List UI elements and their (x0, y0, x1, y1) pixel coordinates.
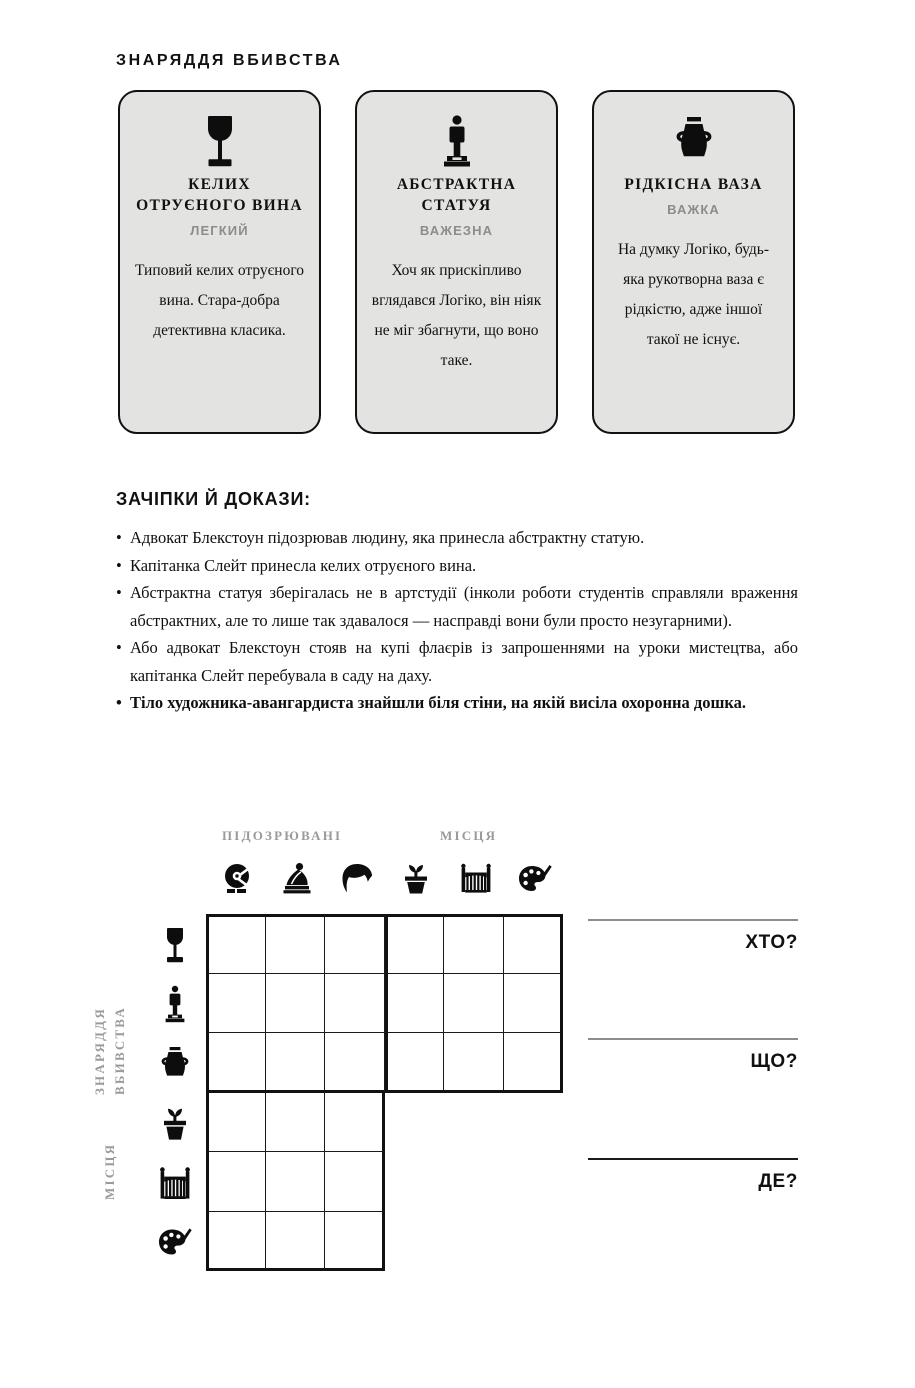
clue-bullet-icon: • (116, 528, 122, 547)
weapon-card-title (624, 174, 762, 195)
palette-icon (150, 1213, 200, 1273)
grid-cell[interactable] (444, 914, 504, 974)
answer-label-where: ДЕ? (758, 1171, 798, 1193)
grid-cell[interactable] (206, 1093, 266, 1153)
weapon-card-title-line1: АБСТРАКТНА (396, 176, 517, 193)
clue-text: Абстрактна статуя зберігалась не в артстудії (інколи роботи студентів справляли враження абстрактних, але то лише так здавалося — насправді вони були просто незугарними). (130, 583, 798, 630)
answer-block-who[interactable] (588, 919, 798, 954)
grid-row (206, 1033, 563, 1093)
weapon-card-wine-glass[interactable] (118, 90, 321, 434)
column-group-label-suspects: ПІДОЗРЮВАНІ (222, 828, 343, 843)
answer-rule (588, 919, 798, 921)
answer-rule (588, 1158, 798, 1160)
clue-item (116, 634, 798, 689)
potted-plant-icon (387, 857, 447, 899)
grid-cell[interactable] (206, 974, 266, 1034)
answer-label-who: ХТО? (745, 932, 798, 954)
clue-item (116, 579, 798, 634)
deduction-grid[interactable] (206, 914, 563, 1271)
clue-text: Або адвокат Блекстоун стояв на купі флаєрів із запрошеннями на уроки мистецтва, або капітанка Слейт перебувала в саду на даху. (130, 638, 798, 685)
garden-gate-icon (446, 857, 506, 899)
clue-item (116, 524, 798, 552)
grid-cell[interactable] (266, 1212, 326, 1272)
clue-item-highlighted (116, 689, 798, 717)
weapon-card-description: Типовий келих отруєного вина. Стара-добра детективна класика. (134, 262, 305, 339)
grid-cell[interactable] (385, 974, 445, 1034)
statue-icon (437, 114, 477, 168)
weapon-card-title-line2: ОТРУЄНОГО ВИНА (136, 197, 303, 214)
grid-row (206, 1212, 563, 1272)
grid-cell[interactable] (325, 914, 385, 974)
weapon-cards-row (118, 90, 796, 434)
weapon-card-title (397, 174, 516, 216)
row-header-icons (150, 915, 200, 1272)
grid-cell[interactable] (325, 974, 385, 1034)
row-group-label-places: МІСЦЯ (102, 1142, 117, 1200)
palette-icon (506, 857, 566, 899)
chess-piece-icon (268, 857, 328, 899)
grid-cell[interactable] (206, 1152, 266, 1212)
answer-block-where[interactable] (588, 1158, 798, 1193)
weapon-card-title-line1: РІДКІСНА ВАЗА (624, 176, 763, 193)
clue-bullet-icon: • (116, 638, 122, 657)
potted-plant-icon (150, 1094, 200, 1154)
grid-cell[interactable] (325, 1093, 385, 1153)
grid-cell[interactable] (325, 1212, 385, 1272)
clue-bullet-icon: • (116, 693, 122, 712)
grid-cell[interactable] (206, 914, 266, 974)
clues-list (116, 524, 798, 717)
grid-cell[interactable] (266, 1033, 326, 1093)
vase-icon (670, 114, 718, 168)
weapon-card-title-line2: СТАТУЯ (421, 197, 492, 214)
hair-icon (327, 857, 387, 899)
weapon-card-weight: ЛЕГКИЙ (190, 223, 249, 238)
grid-cell[interactable] (325, 1152, 385, 1212)
column-group-label-places: МІСЦЯ (440, 828, 498, 843)
weapon-card-weight: ВАЖКА (667, 202, 720, 217)
grid-cell[interactable] (266, 974, 326, 1034)
grid-row (206, 1152, 563, 1212)
column-header-icons (208, 857, 565, 899)
deduction-grid-area (0, 810, 915, 1310)
grid-row (206, 1093, 563, 1153)
grid-cell[interactable] (504, 914, 564, 974)
grid-cell[interactable] (206, 1212, 266, 1272)
garden-gate-icon (150, 1153, 200, 1213)
radar-dish-icon (208, 857, 268, 899)
clue-text: Адвокат Блекстоун підозрював людину, яка принесла абстрактну статую. (130, 528, 645, 547)
grid-row (206, 914, 563, 974)
grid-cell[interactable] (385, 914, 445, 974)
grid-cell[interactable] (266, 914, 326, 974)
grid-cell[interactable] (325, 1033, 385, 1093)
row-group-label-weapons-line1: ЗНАРЯДДЯ (92, 1007, 107, 1095)
clue-bullet-icon: • (116, 583, 122, 602)
grid-cell[interactable] (266, 1093, 326, 1153)
wine-glass-icon (200, 114, 240, 168)
wine-glass-icon (150, 915, 200, 975)
clue-item (116, 552, 798, 580)
clues-section-heading: ЗАЧІПКИ Й ДОКАЗИ: (116, 489, 311, 509)
statue-icon (150, 975, 200, 1035)
grid-cell[interactable] (385, 1033, 445, 1093)
weapon-card-description: Хоч як прискіпливо вглядався Логіко, він ніяк не міг збагнути, що воно таке. (371, 262, 542, 369)
weapon-card-title (136, 174, 303, 216)
row-group-label-weapons-line2: ВБИВСТВА (112, 1006, 127, 1095)
weapon-card-title-line1: КЕЛИХ (188, 176, 251, 193)
vase-icon (150, 1034, 200, 1094)
weapons-section-heading: ЗНАРЯДДЯ ВБИВСТВА (116, 52, 343, 69)
clue-text: Тіло художника-авангардиста знайшли біля стіни, на якій висіла охоронна дошка. (130, 693, 747, 712)
grid-cell[interactable] (444, 1033, 504, 1093)
grid-cell[interactable] (444, 974, 504, 1034)
weapon-card-description: На думку Логіко, будь-яка рукотворна ваза є рідкістю, адже іншої такої не існує. (617, 241, 770, 348)
grid-cell[interactable] (266, 1152, 326, 1212)
clue-bullet-icon: • (116, 555, 122, 575)
grid-row (206, 974, 563, 1034)
answer-label-what: ЩО? (750, 1051, 798, 1073)
clue-text: Капітанка Слейт принесла келих отруєного вина. (130, 555, 477, 575)
weapon-card-vase[interactable] (592, 90, 795, 434)
grid-cell[interactable] (504, 1033, 564, 1093)
answer-block-what[interactable] (588, 1038, 798, 1073)
grid-cell[interactable] (504, 974, 564, 1034)
answer-rule (588, 1038, 798, 1040)
grid-cell[interactable] (206, 1033, 266, 1093)
weapon-card-weight: ВАЖЕЗНА (419, 223, 494, 238)
weapon-card-statue[interactable] (355, 90, 558, 434)
